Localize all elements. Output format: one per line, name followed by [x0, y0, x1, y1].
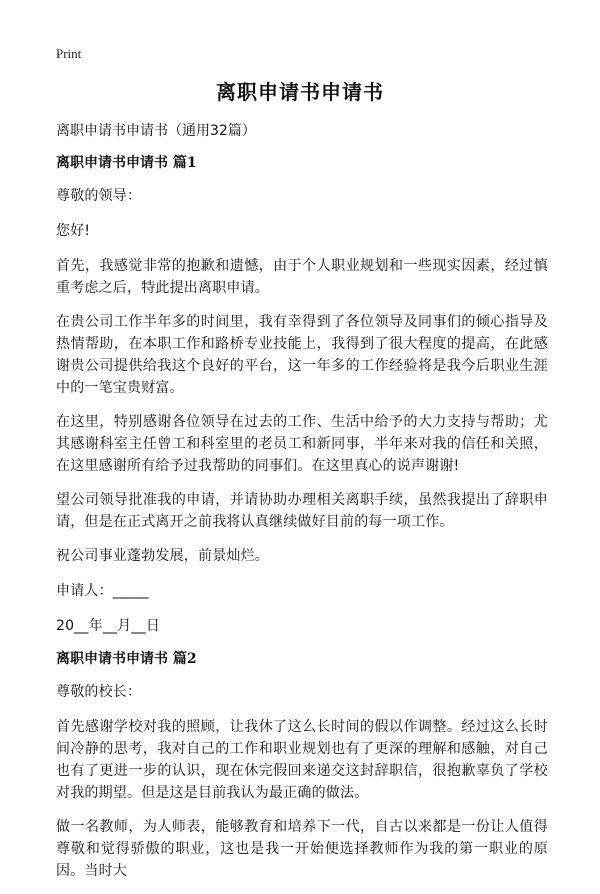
- date-line: 20__年__月__日: [56, 618, 161, 634]
- paragraph: 在贵公司工作半年多的时间里，我有幸得到了各位领导及同事们的倾心指导及热情帮助，在本职工作和路桥专业技能上，我得到了很大程度的提高，在此感谢贵公司提供给我这个良好的平台，这一年多的工作经验将是我今后职业生涯中的一笔宝贵财富。: [56, 314, 548, 396]
- paragraph: 首先，我感觉非常的抱歉和遗憾，由于个人职业规划和一些现实因素，经过慎重考虑之后，特此提出离职申请。: [56, 258, 548, 296]
- print-link[interactable]: Print: [56, 46, 82, 61]
- closing-wish: 祝公司事业蓬勃发展，前景灿烂。: [56, 548, 269, 564]
- salutation: 尊敬的校长：: [56, 684, 142, 700]
- paragraph: 首先感谢学校对我的照顾，让我休了这么长时间的假以作调整。经过这么长时间冷静的思考，我对自己的工作和职业规划也有了更深的理解和感触，对自己也有了更进一步的认识，现在休完假回来递交这封辞职信，很抱歉辜负了学校对我的期望。但是这是目前我认为最正确的做法。: [56, 719, 548, 801]
- paragraph: 在这里，特别感谢各位领导在过去的工作、生活中给予的大力支持与帮助；尤其感谢科室主任曾工和科室里的老员工和新同事，半年来对我的信任和关照，在这里感谢所有给予过我帮助的同事们。在这里真心的说声谢谢!: [56, 414, 548, 474]
- document-title: 离职申请书申请书: [216, 80, 384, 104]
- document-subtitle: 离职申请书申请书（通用32篇）: [56, 123, 256, 139]
- document-body: [56, 122, 548, 894]
- section-heading: 离职申请书申请书 篇1: [56, 155, 197, 171]
- applicant-signature: 申请人：_____: [56, 583, 149, 599]
- section-heading: 离职申请书申请书 篇2: [56, 651, 197, 667]
- salutation: 尊敬的领导：: [56, 188, 142, 204]
- greeting: 您好!: [56, 223, 91, 239]
- paragraph: 做一名教师，为人师表，能够教育和培养下一代，自古以来都是一份让人值得尊敬和觉得骄傲的职业，这也是我一开始便选择教师作为我的第一职业的原因。当时大: [56, 819, 548, 879]
- paragraph: 望公司领导批准我的申请，并请协助办理相关离职手续，虽然我提出了辞职申请，但是在正式离开之前我将认真继续做好目前的每一项工作。: [56, 492, 548, 530]
